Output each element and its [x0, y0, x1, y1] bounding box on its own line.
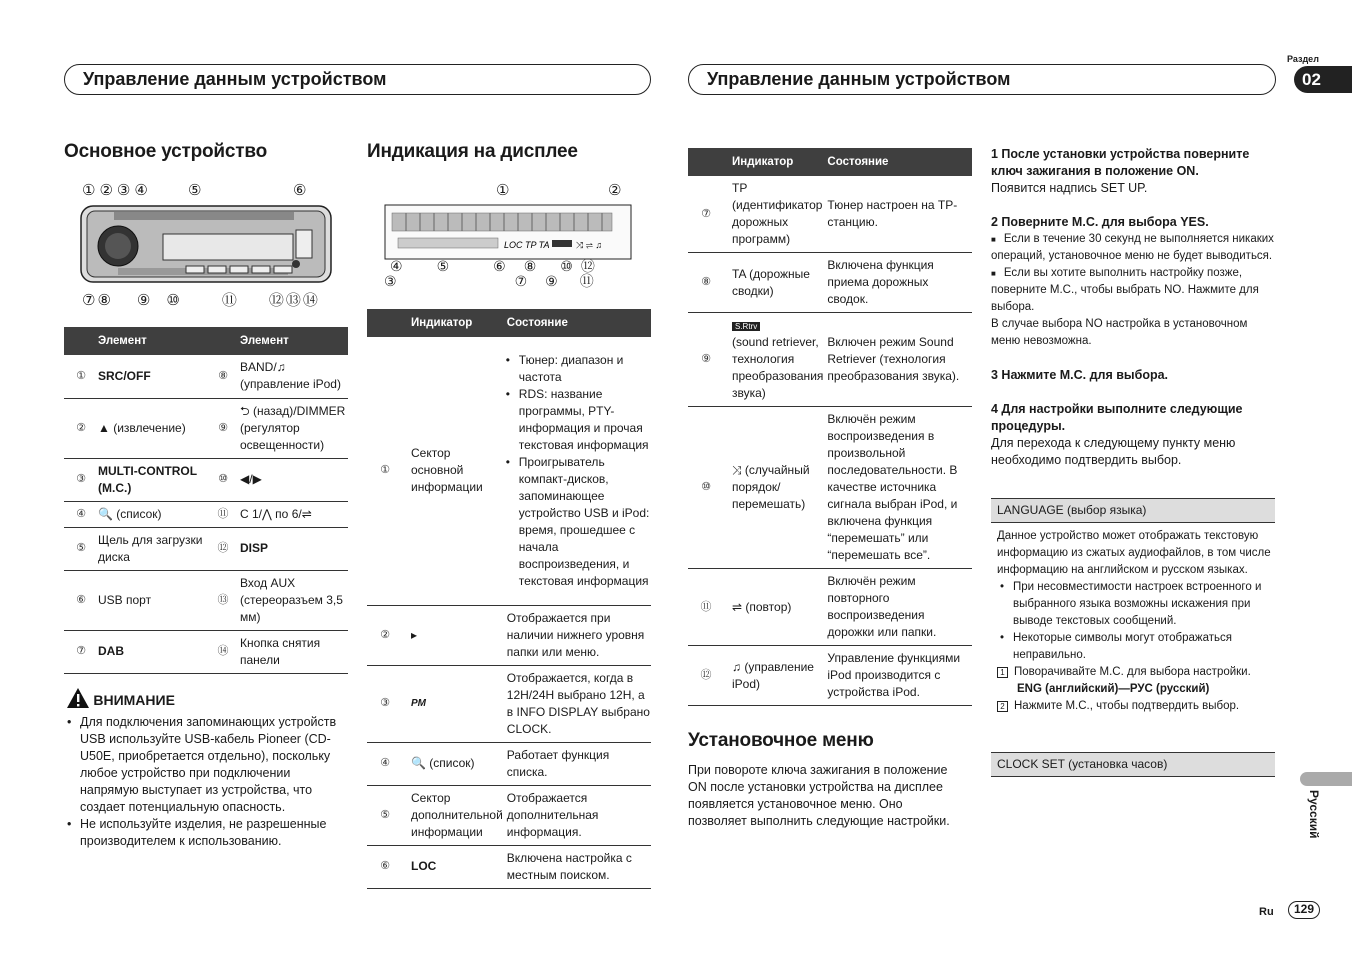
- svg-text:LOC TP TA: LOC TP TA: [504, 240, 550, 250]
- head-unit-drawing: [78, 200, 338, 288]
- svg-text:⤨ ⇌ ♫: ⤨ ⇌ ♫: [576, 240, 603, 250]
- footer-language: Ru: [1259, 906, 1274, 918]
- section-number: 02: [1294, 66, 1352, 93]
- lcd-drawing: [384, 204, 634, 260]
- warning-icon: [66, 687, 90, 709]
- setup-menu-text: При повороте ключа зажигания в положение ON после установки устройства на дисплее появляется установочное меню. Оно позволяет выполнить следующие настройки.: [688, 763, 950, 828]
- language-setting-body: Данное устройство может отображать текстовую информацию из сжатых аудиофайлов, в том числе информацию на английском и русском языках. • При несовместимости настроек встроенного и выбранного языка возможны искажения при выводе текстовых сообщений. • Некоторые символы могут отображаться неправильно. 1 Поворачивайте M.C. для выбора настройки. ENG (английский)—РУС (русский) 2 Нажмите M.C., чтобы подтвердить выбор.: [997, 528, 1271, 715]
- sound-retriever-badge: S.Rtrv: [732, 322, 760, 331]
- main-unit-title: Основное устройство: [64, 141, 268, 162]
- page-header-left: Управление данным устройством: [64, 64, 651, 95]
- caution-block: [66, 687, 175, 710]
- side-tab-label: Русский: [1307, 790, 1321, 839]
- page-header-right: Управление данным устройством: [688, 64, 1276, 95]
- section-label: Раздел: [1287, 54, 1319, 64]
- elements-table: Элемент Элемент ① SRC/OFF ⑧ BAND/♫ (управление iPod) ② ▲ (извлечение) ⑨ ⮌ (назад)/DIMMER (регулятор освещенности) ③ MULTI-CONTROL (M.C.) ⑩ ◀/▶ ④ 🔍 (список) ⑪ С 1/⋀ по 6/⇌ ⑤ Щель для загрузки диска ⑫ DISP ⑥ USB порт ⑬ Вход AUX (стереоразъем 3,5 мм) ⑦ DAB ⑭ Кнопка снятия панели: [64, 327, 348, 674]
- caution-title: ВНИМАНИЕ: [93, 692, 175, 708]
- display-figure: ① ② LOC TP TA ⤨ ⇌ ♫ ④ ⑤ ⑥ ⑧ ⑩ ⑫ ③ ⑦ ⑨ ⑪: [384, 180, 644, 290]
- indicator-table-1: Индикатор Состояние ① Сектор основной информации • Тюнер: диапазон и частота • RDS: название программы, PTY-информация и прочая текстовая информация • Проигрыватель компакт-дисков, запоминающее устройство USB и iPod: время, прошедшее с начала воспроизведения, и текстовая информация ② ▸ Отображается при наличии нижнего уровня папки или меню. ③ PM Отображается, когда в 12H/24H выбрано 12H, а в INFO DISPLAY выбрано CLOCK. ④ 🔍 (список) Работает функция списка. ⑤ Сектор дополнительной информации Отображается дополнительная информация. ⑥ LOC Включена настройка с местным поиском.: [367, 309, 651, 889]
- language-setting-header: LANGUAGE (выбор языка): [991, 498, 1275, 523]
- side-tab: [1300, 772, 1352, 786]
- indicator-table-2: Индикатор Состояние ⑦ TP (идентификатор дорожных программ) Тюнер настроен на TP-станцию. ⑧ TA (дорожные сводки) Включена функция приема дорожных сводок. ⑨ S.Rtrv (sound retriever, технология преобразования звука) Включен режим Sound Retriever (технология преобразования звука). ⑩ ⤨ (случайный порядок/перемешать) Включён режим воспроизведения в произвольной последовательности. В качестве источника сигнала выбран iPod, и включена функция “перемешать” или “перемешать все”. ⑪ ⇌ (повтор) Включён режим повторного воспроизведения дорожки или папки. ⑫ ♫ (управление iPod) Управление функциями iPod производится с устройства iPod.: [688, 148, 972, 706]
- page-number: 129: [1288, 901, 1320, 919]
- setup-menu-title: Установочное меню: [688, 730, 874, 751]
- clock-setting-header: CLOCK SET (установка часов): [991, 752, 1275, 777]
- caution-list: • Для подключения запоминающих устройств USB используйте USB-кабель Pioneer (CD-U50E, приобретается отдельно), поскольку любое устройство при подключении напрямую выступает из устройства, что создает потенциальную опасность. • Не используйте изделия, не разрешенные производителем к использованию.: [64, 714, 350, 850]
- setup-steps: 1 После установки устройства поверните ключ зажигания в положение ON. Появится надпись SET UP. 2 Поверните M.C. для выбора YES. ■ Если в течение 30 секунд не выполняется никаких операций, установочное меню не будет выводиться. ■ Если вы хотите выполнить настройку позже, поверните M.C., чтобы выбрать NO. Нажмите для выбора. В случае выбора NO настройка в установочном меню невозможна. 3 Нажмите M.C. для выбора. 4 Для настройки выполните следующие процедуры. Для перехода к следующему пункту меню необходимо подтвердить выбор.: [991, 147, 1274, 467]
- main-unit-figure: ①②③④ ⑤ ⑥ ⑦⑧ ⑨ ⑩ ⑪ ⑫⑬⑭: [78, 180, 338, 310]
- display-title: Индикация на дисплее: [367, 141, 578, 162]
